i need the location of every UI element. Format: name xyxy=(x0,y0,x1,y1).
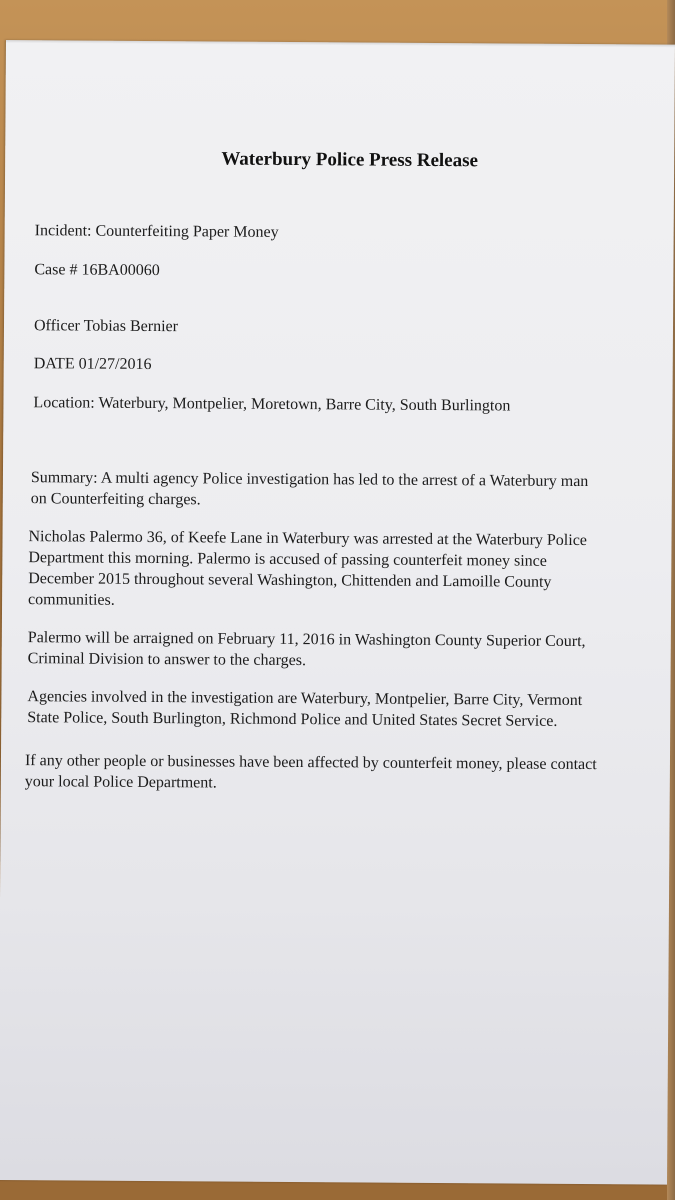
contact-line: your local Police Department. xyxy=(24,773,217,792)
arrest-line: Nicholas Palermo 36, of Keefe Lane in Waterbury was arrested at the Waterbury Police xyxy=(28,528,587,550)
date-line: DATE 01/27/2016 xyxy=(33,355,152,374)
officer-line: Officer Tobias Bernier xyxy=(33,317,179,336)
agencies-line: State Police, South Burlington, Richmond Police and United States Secret Service. xyxy=(27,709,558,730)
press-release-paper xyxy=(0,40,675,1185)
arraignment-line: Criminal Division to answer to the charges. xyxy=(27,650,307,670)
agencies-paragraph xyxy=(27,686,582,732)
arrest-line: communities. xyxy=(28,591,115,609)
case-number-line: Case # 16BA00060 xyxy=(34,261,160,280)
summary-paragraph xyxy=(31,467,589,513)
arrest-paragraph xyxy=(28,526,587,614)
agencies-line: Agencies involved in the investigation are Waterbury, Montpelier, Barre City, Vermont xyxy=(27,688,583,710)
incident-line: Incident: Counterfeiting Paper Money xyxy=(34,222,279,241)
summary-line: on Counterfeiting charges. xyxy=(30,490,201,509)
summary-line: Summary: A multi agency Police investigation has led to the arrest of a Waterbury man xyxy=(30,469,589,491)
location-line: Location: Waterbury, Montpelier, Moretown, Barre City, South Burlington xyxy=(33,394,511,415)
document-title: Waterbury Police Press Release xyxy=(221,148,479,172)
arrest-line: Department this morning. Palermo is accused of passing counterfeit money since xyxy=(28,549,547,570)
arraignment-line: Palermo will be arraigned on February 11, 2016 in Washington County Superior Court, xyxy=(27,629,586,651)
contact-paragraph xyxy=(25,750,597,796)
arraignment-paragraph xyxy=(28,627,586,673)
contact-line: If any other people or businesses have been affected by counterfeit money, please contact xyxy=(24,752,597,774)
arrest-line: December 2015 throughout several Washington, Chittenden and Lamoille County xyxy=(28,570,552,591)
